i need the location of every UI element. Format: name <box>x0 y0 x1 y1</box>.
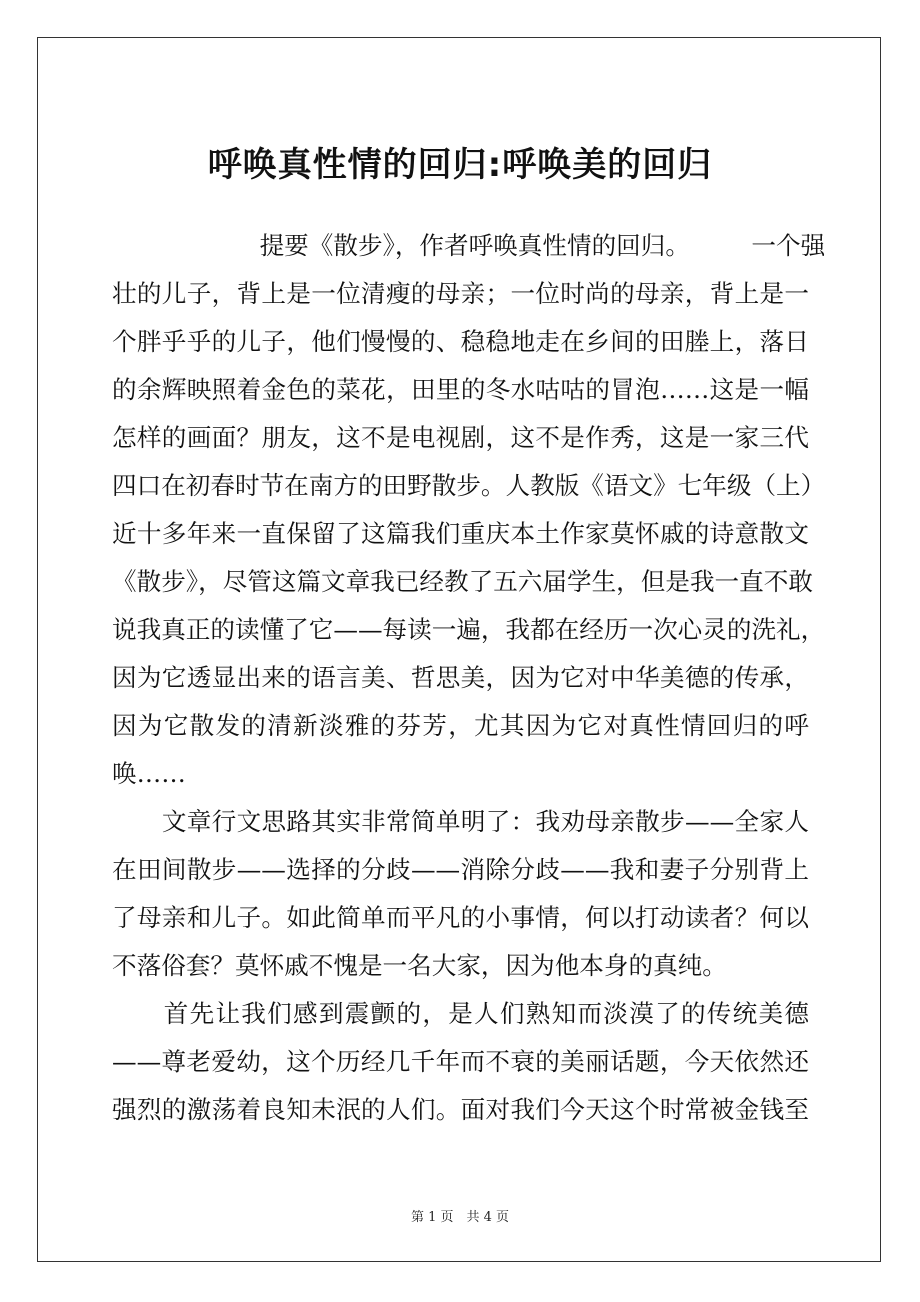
paragraph-virtues <box>112 996 809 1140</box>
text-line: 壮的儿子，背上是一位清瘦的母亲；一位时尚的母亲，背上是一 <box>112 279 809 308</box>
text-line: 说我真正的读懂了它——每读一遍，我都在经历一次心灵的洗礼， <box>112 615 826 644</box>
text-line: 了母亲和儿子。如此简单而平凡的小事情，何以打动读者？何以 <box>112 903 809 932</box>
text-line: 提要《散步》，作者呼唤真性情的回归。 一个强 <box>112 231 826 260</box>
document-title: 呼唤真性情的回归:呼唤美的回归 <box>207 145 713 185</box>
text-line: 强烈的激荡着良知未泯的人们。面对我们今天这个时常被金钱至 <box>112 1095 809 1124</box>
text-line: 不落俗套？莫怀戚不愧是一名大家，因为他本身的真纯。 <box>112 951 727 980</box>
text-line: 四口在初春时节在南方的田野散步。人教版《语文》七年级（上） <box>112 471 826 500</box>
text-line: ——尊老爱幼，这个历经几千年而不衰的美丽话题，今天依然还 <box>112 1047 809 1076</box>
text-line: 因为它透显出来的语言美、哲思美，因为它对中华美德的传承， <box>112 663 809 692</box>
text-line: 近十多年来一直保留了这篇我们重庆本土作家莫怀戚的诗意散文 <box>112 519 809 548</box>
text-line: 唤…… <box>112 759 186 788</box>
page-number-footer: 第 1 页 共 4 页 <box>410 1210 510 1225</box>
document-body <box>112 228 826 1140</box>
text-line: 文章行文思路其实非常简单明了：我劝母亲散步——全家人 <box>112 807 809 836</box>
text-line: 的余辉映照着金色的菜花，田里的冬水咕咕的冒泡……这是一幅 <box>112 375 809 404</box>
text-line: 在田间散步——选择的分歧——消除分歧——我和妻子分别背上 <box>112 855 809 884</box>
text-line: 个胖乎乎的儿子，他们慢慢的、稳稳地走在乡间的田塍上，落日 <box>112 327 809 356</box>
paragraph-structure <box>112 804 809 996</box>
text-line: 怎样的画面？朋友，这不是电视剧，这不是作秀，这是一家三代 <box>112 423 809 452</box>
text-line: 因为它散发的清新淡雅的芬芳，尤其因为它对真性情回归的呼 <box>112 711 809 740</box>
text-line: 《散步》，尽管这篇文章我已经教了五六届学生，但是我一直不敢 <box>112 567 813 596</box>
text-line: 首先让我们感到震颤的，是人们熟知而淡漠了的传统美德 <box>112 999 809 1028</box>
paragraph-abstract <box>112 228 826 804</box>
